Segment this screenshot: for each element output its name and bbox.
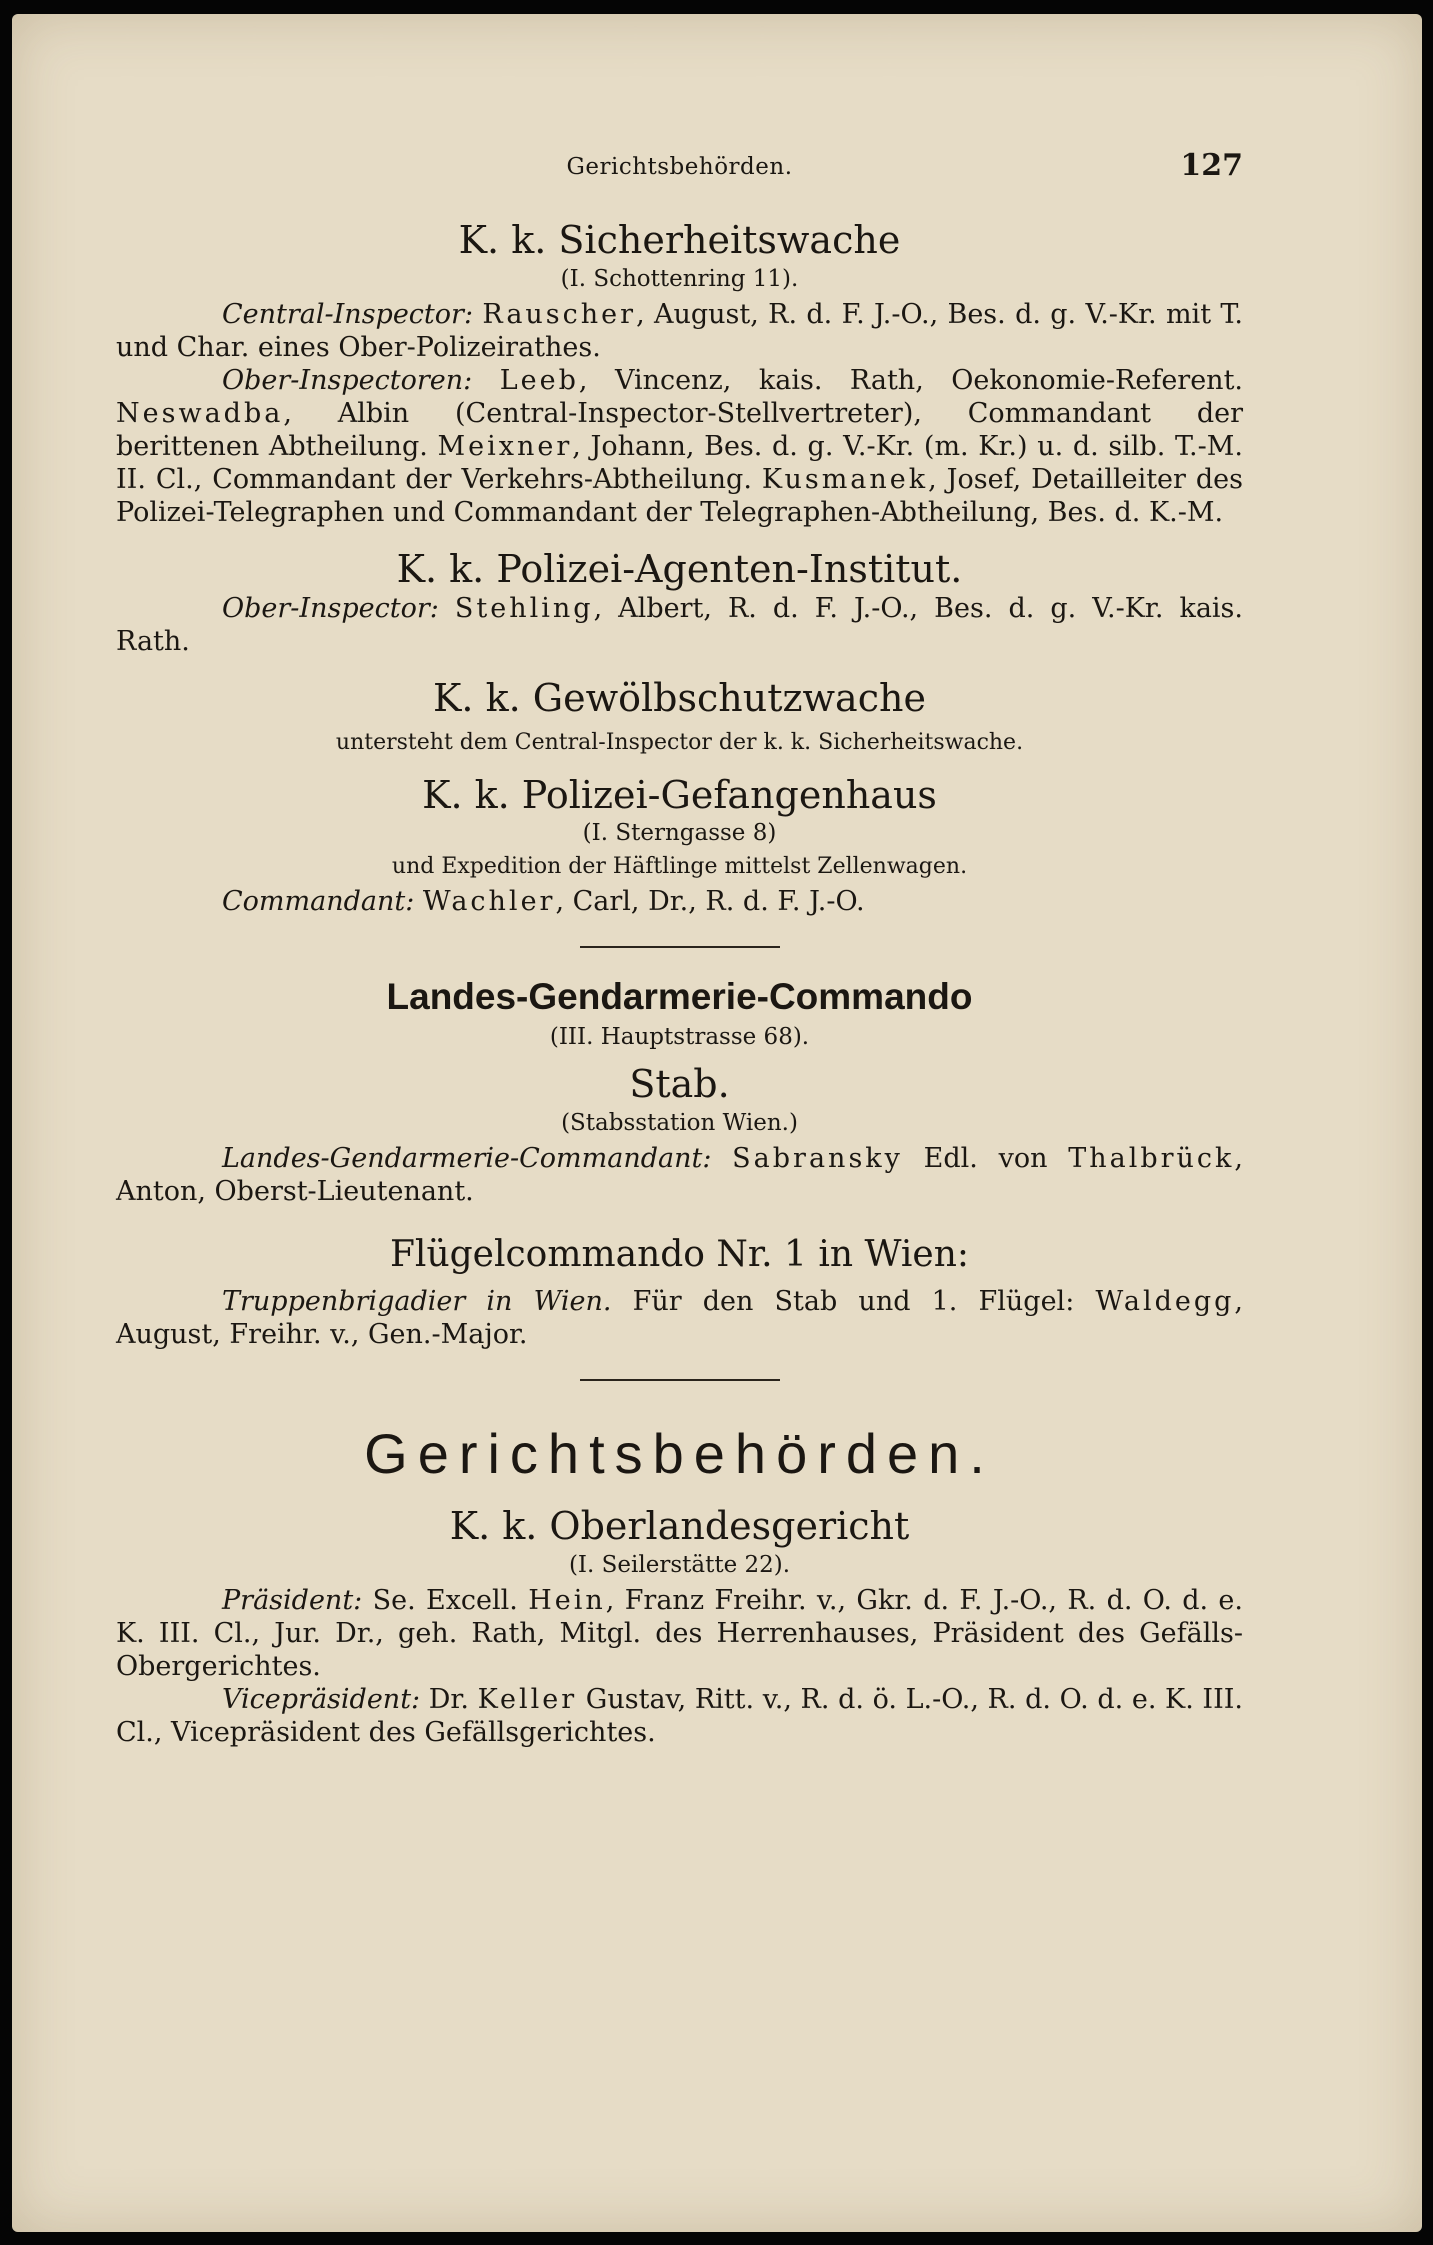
person-name: Waldegg — [1095, 1286, 1235, 1318]
stab-note: (Stabsstation Wien.) — [561, 1110, 798, 1137]
page-number: 127 — [1180, 148, 1243, 183]
gefangenhaus-title: K. k. Polizei-Gefangenhaus — [422, 772, 937, 817]
gefangenhaus-entry — [116, 885, 1243, 918]
gefangenhaus-address: (I. Sterngasse 8) — [582, 820, 777, 847]
entry-text: Dr. — [420, 1683, 478, 1715]
divider-rule — [580, 1379, 780, 1381]
gendarmerie-address: (III. Hauptstrasse 68). — [549, 1024, 810, 1051]
entry-text: , Albert, R. d. F. J.-O., Bes. d. g. V.-Kr. kais. Rath. — [116, 593, 1243, 658]
role-label: Commandant: — [222, 886, 415, 918]
person-name: Neswadba — [116, 397, 284, 429]
person-name: Keller — [477, 1683, 578, 1715]
entry-text: , Anton, Oberst-Lieutenant. — [116, 1143, 1243, 1208]
person-name: Rauscher — [482, 298, 637, 330]
gewoelbe-title: K. k. Gewölbschutzwache — [433, 676, 926, 721]
gefangenhaus-note: und Expedition der Häftlinge mittelst Zellenwagen. — [391, 854, 968, 880]
entry-text: Se. Excell. — [362, 1584, 529, 1616]
gewoelbe-note: untersteht dem Central-Inspector der k. k. Sicherheitswache. — [335, 729, 1024, 755]
person-name: Sabransky — [732, 1143, 903, 1175]
entry-text: Für den Stab und 1. Flügel: — [611, 1286, 1096, 1318]
gendarmerie-title: Landes-Gendarmerie-Commando — [386, 976, 973, 1018]
gerichte-heading: Gerichtsbehörden. — [364, 1422, 995, 1486]
running-title: Gerichtsbehörden. — [566, 154, 793, 180]
oberlandesgericht-address: (I. Seilerstätte 22). — [568, 1551, 791, 1578]
entry-text: , Carl, Dr., R. d. F. J.-O. — [555, 886, 865, 918]
gendarmerie-commandant-entry — [116, 1142, 1243, 1208]
sicherheitswache-address: (I. Schottenring 11). — [560, 265, 799, 292]
entry-text: , Franz Freihr. v., Gkr. d. F. J.-O., R. d. O. d. e. K. III. Cl., Jur. Dr., geh. Rath, Mitgl. des Herrenhauses, Präsident des Gefälls-Obergerichtes. — [116, 1584, 1243, 1682]
oberlandesgericht-title: K. k. Oberlandesgericht — [449, 1504, 910, 1549]
person-name: Meixner — [437, 430, 573, 462]
agenten-entry — [116, 592, 1243, 658]
entry-text: Edl. von — [902, 1143, 1069, 1175]
page-content — [116, 148, 1244, 1749]
role-label: Vicepräsident: — [222, 1683, 421, 1715]
person-name: Hein — [528, 1584, 606, 1616]
person-name: Stehling — [454, 593, 594, 625]
agenten-title: K. k. Polizei-Agenten-Institut. — [396, 546, 963, 591]
role-label: Ober-Inspector: — [222, 593, 439, 625]
vicepraesident-entry — [116, 1683, 1243, 1749]
fluegel-entry — [116, 1285, 1243, 1351]
divider-rule — [580, 946, 780, 948]
role-label: Präsident: — [222, 1584, 363, 1616]
role-label: Central-Inspector: — [222, 298, 474, 330]
person-name: Leeb — [499, 364, 579, 396]
role-label: Truppenbrigadier in Wien. — [222, 1286, 612, 1318]
entry-text: , Johann, Bes. d. g. V.-Kr. (m. Kr.) u. d. silb. T.-M. II. Cl., Commandant der Verkehrs-Abtheilung. — [116, 430, 1243, 495]
role-label: Ober-Inspectoren: — [222, 364, 473, 396]
ober-inspectoren-entry — [116, 364, 1243, 529]
running-head — [116, 148, 1243, 200]
entry-text: , Vincenz, kais. Rath, Oekonomie-Referent. — [578, 364, 1244, 396]
entry-text: Gustav, Ritt. v., R. d. ö. L.-O., R. d. O. d. e. K. III. Cl., Vicepräsident des Gefällsgerichtes. — [116, 1683, 1243, 1748]
fluegel-title: Flügelcommando Nr. 1 in Wien: — [389, 1234, 970, 1276]
person-name: Kusmanek — [761, 463, 929, 495]
person-name: Thalbrück — [1068, 1143, 1235, 1175]
praesident-entry — [116, 1584, 1243, 1683]
sicherheitswache-title: K. k. Sicherheitswache — [458, 218, 901, 262]
person-name: Wachler — [422, 886, 556, 918]
entry-text: , Albin (Central-Inspector-Stellvertreter), Commandant der berittenen Abtheilung. — [116, 397, 1243, 462]
stab-title: Stab. — [629, 1062, 730, 1107]
book-page — [12, 14, 1422, 2232]
entry-text: , August, R. d. F. J.-O., Bes. d. g. V.-Kr. mit T. und Char. eines Ober-Polizeirathes. — [116, 298, 1243, 363]
entry-text: , Josef, Detailleiter des Polizei-Telegraphen und Commandant der Telegraphen-Abtheilung, Bes. d. K.-M. — [116, 463, 1243, 528]
central-inspector-entry — [116, 298, 1243, 364]
entry-text: , August, Freihr. v., Gen.-Major. — [116, 1286, 1243, 1351]
role-label: Landes-Gendarmerie-Commandant: — [222, 1143, 712, 1175]
